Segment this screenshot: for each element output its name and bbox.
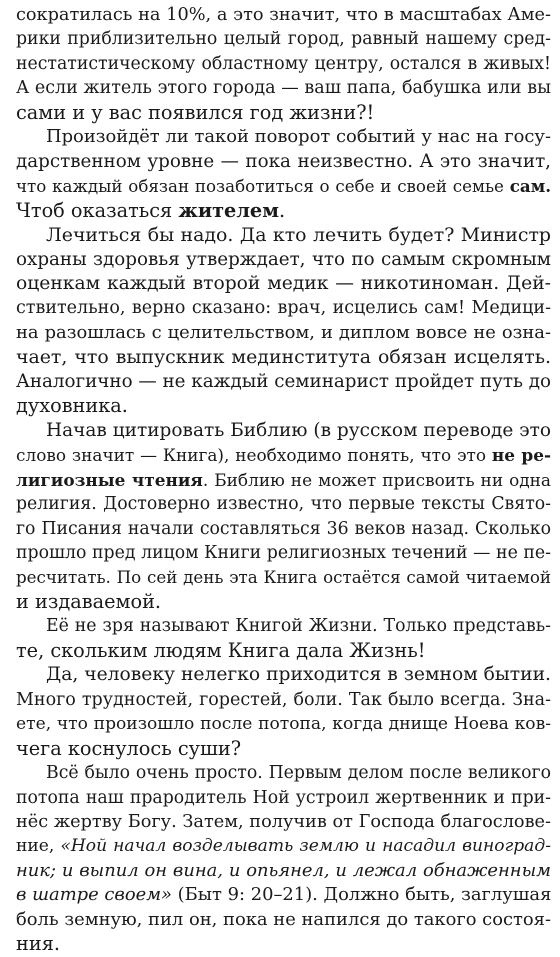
paragraph-4: [16, 419, 551, 615]
text-run: (Быт 9: 20–21). Должно быть, заглушая: [171, 884, 552, 906]
text-run: нёс жертву Богу. Затем, получив от Господа благослове-: [16, 811, 551, 832]
text-line: [16, 468, 551, 492]
text-run: Аналогично — не каждый семинарист пройдет путь до: [16, 370, 552, 392]
text-line: [16, 248, 551, 272]
text-run: те, скольким людям Книга дала Жизнь!: [16, 638, 426, 662]
italic-quote: ник; и выпил он вина, и опьянел, и лежал обнаженным: [16, 859, 551, 881]
text-run: ствительно, верно сказано: врач, исцелись сам! Медици-: [16, 298, 551, 319]
text-line: [16, 199, 551, 223]
text-line: [16, 517, 551, 541]
text-run: сами и у вас появился год жизни?!: [16, 100, 375, 124]
text-run: Много трудностей, горестей, боли. Так было всегда. Зна-: [16, 689, 551, 710]
text-run: Чтоб оказаться: [16, 198, 179, 222]
text-line: [16, 688, 551, 712]
text-run: .: [278, 198, 286, 222]
text-run: нестатистическому областному центру, остался в живых!: [16, 53, 551, 74]
text-line: [16, 859, 551, 883]
text-line: [16, 443, 551, 467]
text-line: [16, 786, 551, 810]
text-line: [16, 125, 551, 149]
text-line: [16, 761, 551, 785]
text-line: [16, 834, 551, 858]
text-run: прошло пред лицом Книги религиозных течений — не пе-: [16, 542, 551, 563]
text-run: Произойдёт ли такой поворот событий у нас на госу-: [46, 126, 551, 148]
text-line: [16, 150, 551, 174]
text-run: А если житель этого города — ваш папа, бабушка или вы: [16, 78, 551, 99]
text-run: Да, человеку нелегко приходится в земном бытии.: [46, 664, 551, 686]
text-line: [16, 27, 551, 51]
text-run: на разошлась с целительством, и диплом вовсе не озна-: [16, 321, 551, 343]
text-line: [16, 76, 551, 100]
text-line: [16, 883, 551, 907]
text-line: [16, 639, 551, 663]
text-line: [16, 321, 551, 345]
text-run: ресчитать. По сей день эта Книга остаётся самой читаемой: [16, 567, 551, 588]
text-line: [16, 52, 551, 76]
text-line: [16, 908, 551, 932]
text-line: [16, 810, 551, 834]
text-line: [16, 174, 551, 198]
italic-quote: в шатре своем»: [16, 884, 172, 906]
text-run: Лечиться бы надо. Да кто лечить будет? Министр: [46, 224, 551, 247]
text-run: чега коснулось суши?: [16, 736, 242, 760]
bold-text: сам.: [509, 176, 551, 197]
text-run: слово значит — Книга), необходимо понять, что это: [16, 445, 492, 466]
text-run: Её не зря называют Книгой Жизни. Только представь-: [46, 616, 551, 637]
paragraph-2: [16, 125, 551, 223]
text-run: чает, что выпускник мединститута обязан исцелять.: [16, 346, 551, 369]
text-line: [16, 712, 551, 736]
text-run: го Писания начали составляться 36 веков назад. Сколько: [16, 518, 551, 539]
text-run: что каждый обязан позаботиться о себе и своей семье: [16, 176, 510, 197]
text-line: [16, 492, 551, 516]
text-line: [16, 932, 551, 956]
text-run: сократилась на 10%, а это значит, что в масштабах Аме-: [16, 5, 551, 25]
text-run: . Библию не может присвоить ни одна: [202, 469, 551, 490]
italic-quote: «Ной начал возделывать землю и насадил виноград-: [60, 836, 551, 857]
text-run: ния.: [16, 932, 60, 956]
text-line: [16, 565, 551, 589]
paragraph-5: [16, 614, 551, 663]
paragraph-7: [16, 761, 551, 957]
text-line: [16, 737, 551, 761]
text-run: охраны здоровья утверждает, что по самым скромным: [16, 248, 551, 270]
paragraph-1: [16, 3, 551, 125]
text-run: дарственном уровне — пока неизвестно. А это значит,: [16, 150, 551, 172]
text-line: [16, 345, 551, 369]
text-run: духовника.: [16, 394, 128, 418]
paragraph-3: [16, 223, 551, 419]
text-line: [16, 663, 551, 687]
text-line: [16, 272, 551, 296]
text-run: потопа наш прародитель Ной устроил жертвенник и при-: [16, 787, 551, 808]
text-run: боль земную, пил он, пока не напился до такого состоя-: [16, 908, 551, 930]
text-run: религия. Достоверно известно, что первые тексты Свято-: [16, 494, 551, 515]
text-line: [16, 419, 551, 443]
bold-text: жителем: [178, 198, 279, 222]
text-run: Всё было очень просто. Первым делом после великого: [46, 763, 551, 784]
bold-text: лигиозные чтения: [16, 469, 203, 490]
text-line: [16, 223, 551, 247]
text-run: Начав цитировать Библию (в русском переводе это: [46, 419, 551, 441]
text-run: рики приблизительно целый город, равный нашему сред-: [16, 29, 551, 50]
text-line: [16, 541, 551, 565]
text-line: [16, 394, 551, 418]
bold-text: не ре-: [491, 445, 551, 466]
text-line: [16, 101, 551, 125]
text-line: [16, 3, 551, 27]
text-line: [16, 296, 551, 320]
text-run: ете, что произошло после потопа, когда днище Ноева ков-: [16, 714, 551, 735]
paragraph-6: [16, 663, 551, 761]
text-line: [16, 614, 551, 638]
text-line: [16, 370, 551, 394]
text-run: оценкам каждый второй медик — никотиноман. Дей-: [16, 272, 551, 294]
text-run: ние,: [16, 836, 61, 857]
text-run: и издаваемой.: [16, 589, 162, 613]
text-line: [16, 590, 551, 614]
